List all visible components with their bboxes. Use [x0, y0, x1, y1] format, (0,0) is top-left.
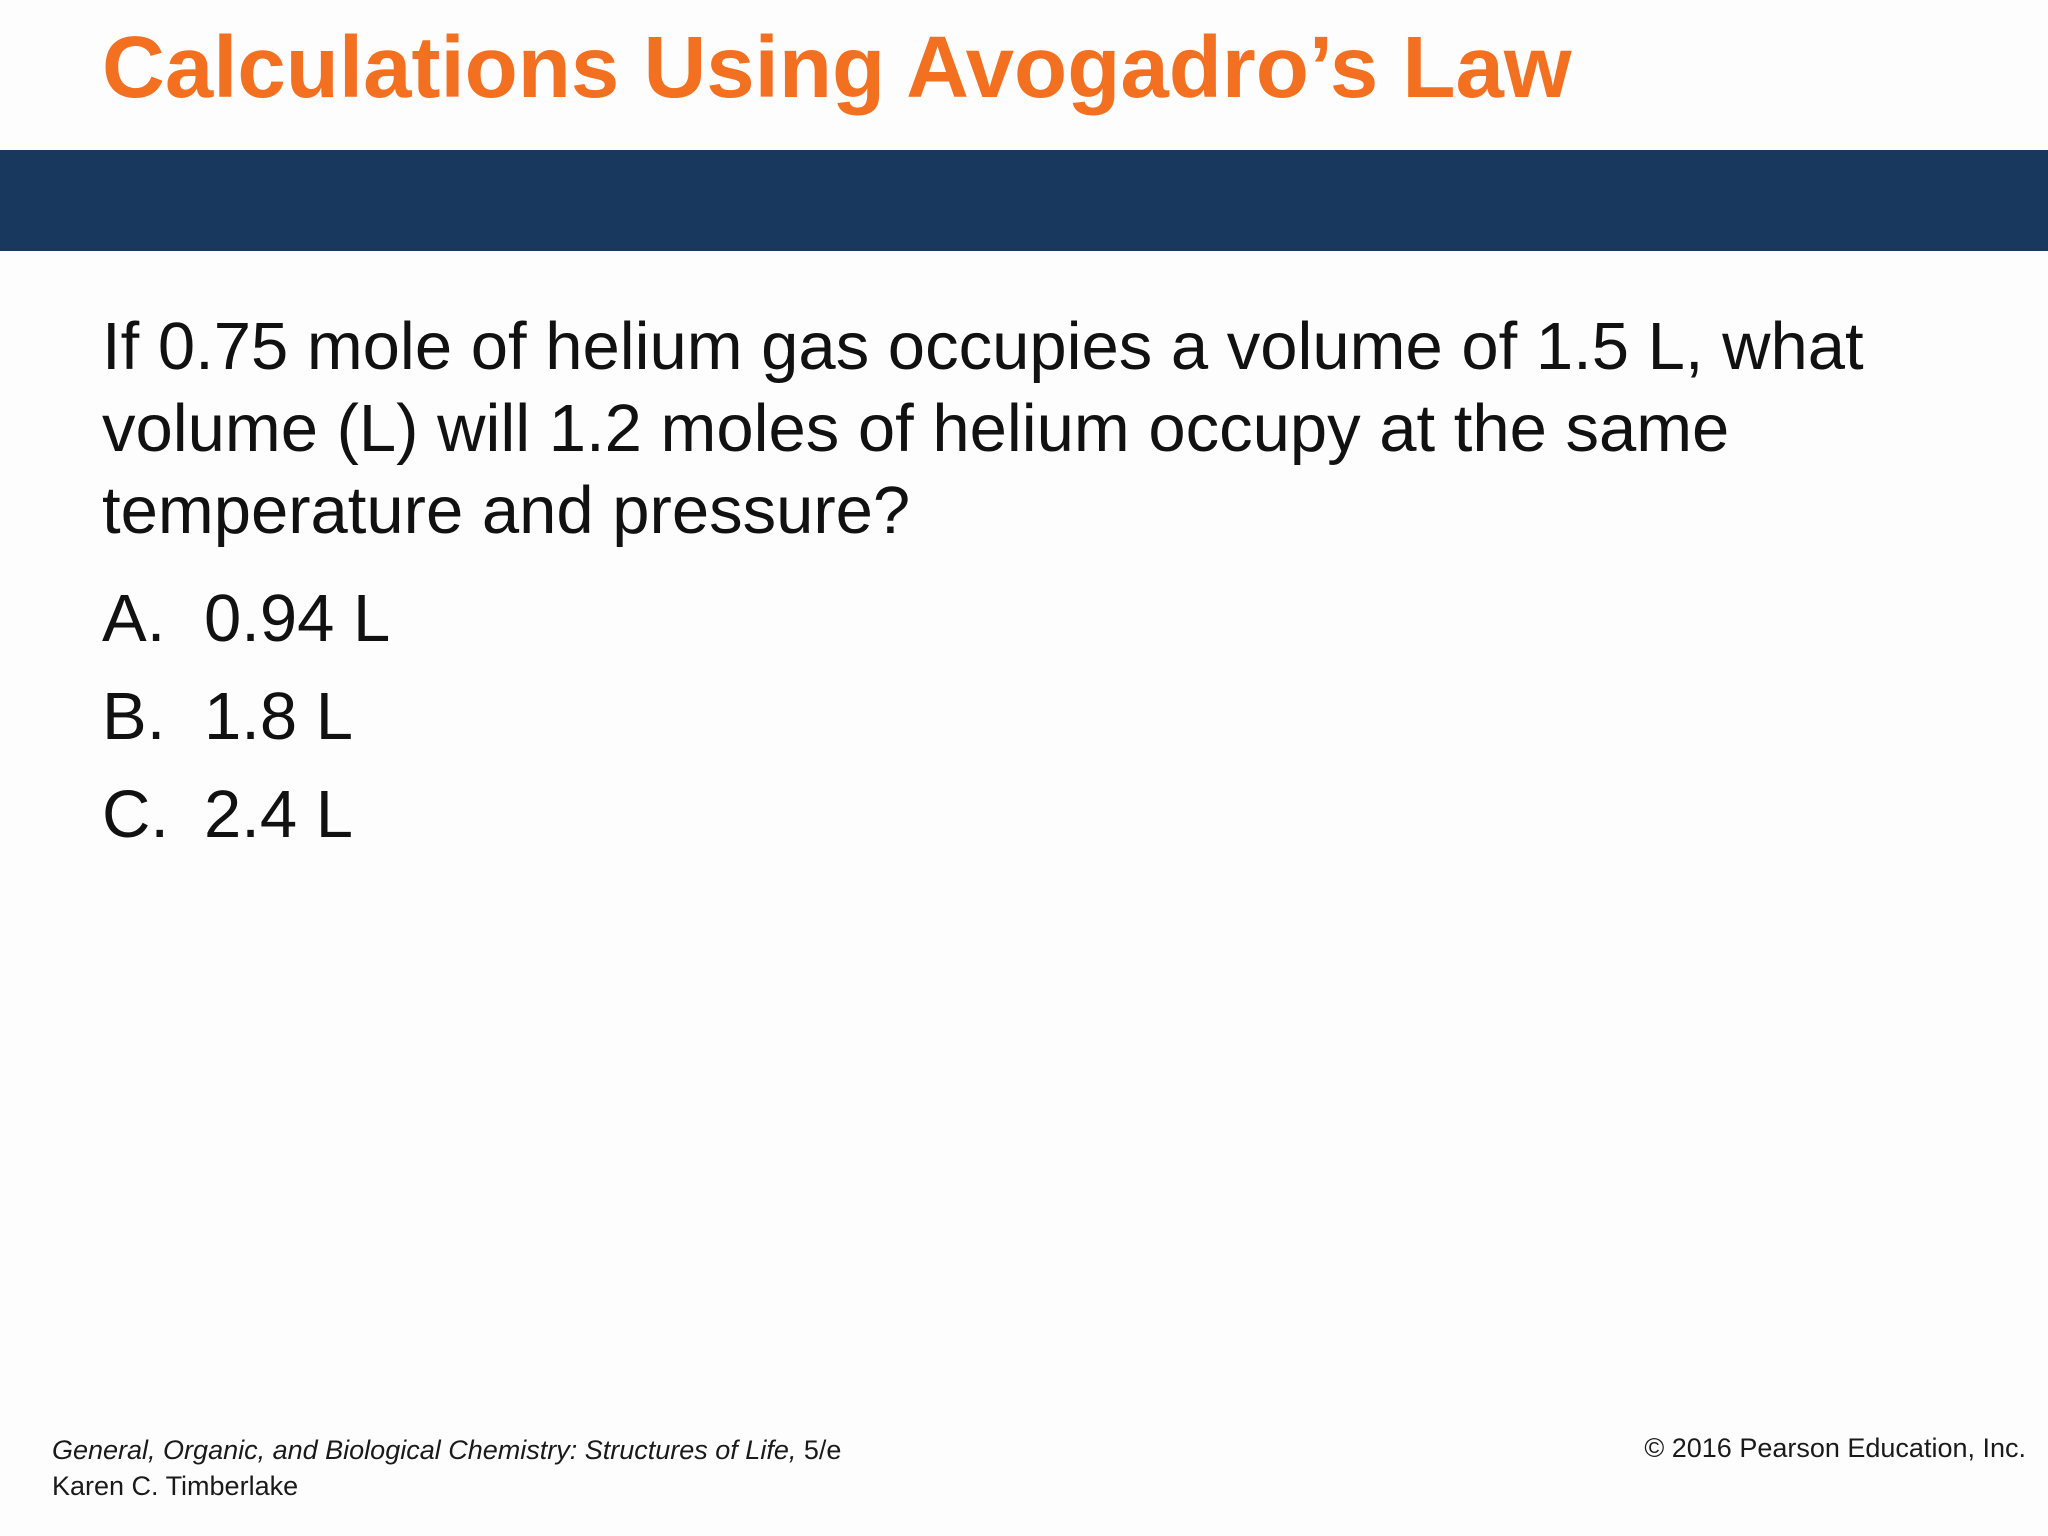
option-letter: C.: [102, 777, 169, 852]
footer-citation: [52, 1432, 841, 1504]
footer-author: Karen C. Timberlake: [52, 1471, 299, 1501]
answer-option-b: [102, 668, 390, 766]
option-text: 1.8 L: [204, 679, 354, 754]
footer-copyright: © 2016 Pearson Education, Inc.: [1644, 1433, 2026, 1463]
option-letter: A.: [102, 581, 166, 656]
answer-option-a: [102, 570, 390, 668]
answer-option-c: [102, 766, 390, 864]
footer-book-title: General, Organic, and Biological Chemistry: Structures of Life,: [52, 1435, 797, 1465]
question-text: If 0.75 mole of helium gas occupies a volume of 1.5 L, what volume (L) will 1.2 moles of helium occupy at the same temperature and pressure?: [102, 309, 1864, 548]
option-letter: B.: [102, 679, 166, 754]
footer-book-line: [52, 1432, 841, 1468]
answer-options: [102, 570, 390, 864]
footer-edition: 5/e: [796, 1435, 842, 1465]
option-text: 2.4 L: [204, 777, 354, 852]
header-band: [0, 150, 2048, 251]
option-text: 0.94 L: [204, 581, 391, 656]
slide-title: Calculations Using Avogadro’s Law: [102, 19, 1572, 116]
